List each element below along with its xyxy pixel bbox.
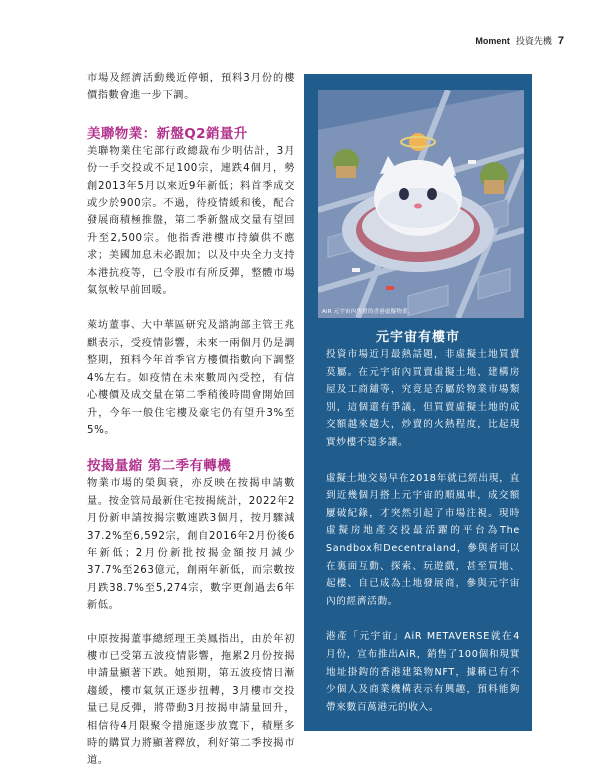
section-title-midland: 美聯物業：新盤Q2銷量升 [87, 125, 248, 142]
centaline-paragraph: 中原按揭董事總經理王美鳳指出，由於年初樓市已受第五波疫情影響，拖累2月份按揭申請量顯著下跌。她預期，第五波疫情日漸趨緩，樓市氣氛正逐步扭轉，3月樓市交投量已見反彈，將帶動3月按揭申請量回升，相信待4月限聚令措施逐步放寬下，積壓多時的購買力將顯著釋放，利好第二季按揭市道。 [87, 633, 295, 767]
sidebar-box [304, 74, 532, 731]
sidebar-paragraph-1: 投資市場近月最熱話題，非虛擬土地買賣莫屬。在元宇宙內買賣虛擬土地、建構房屋及工商舖等，究竟是否屬於物業市場類別，這個還有爭議，但買賣虛擬土地的成交額越來越大，炒賣的火熱程度，比起現實炒樓不遑多讓。 [326, 349, 520, 448]
sidebar-body [326, 346, 520, 716]
main-column [87, 70, 295, 770]
city-illustration [318, 90, 524, 318]
image-caption: AiR 元宇宙內售賣的香港虛擬物業。 [322, 309, 414, 315]
section-title-mortgage: 按揭量縮 第二季有轉機 [87, 458, 232, 475]
sidebar-title: 元宇宙有樓市 [375, 330, 460, 345]
metaverse-city-image [318, 90, 524, 318]
sidebar-paragraph-2: 虛擬土地交易早在2018年就已經出現，直到近幾個月搭上元宇宙的順風車，成交額屢破紀錄，才突然引起了市場注視。現時虛擬房地產交投最活躍的平台為The Sandbox和Decentraland，參與者可以在裏面互動、探索、玩遊戲，甚至買地、起樓、自已成為土地發展商，參與元宇宙內的經濟活動。 [326, 472, 520, 607]
knight-frank-paragraph: 萊坊董事、大中華區研究及諮詢部主管王兆麒表示，受疫情影響，未來一兩個月仍是調整期，預料今年首季官方樓價指數向下調整4%左右。如疫情在未來數周內受控，有信心樓價及成交量在第二季稍後時間會開始回升，今年一般住宅樓及豪宅仍有望升3%至5%。 [87, 320, 295, 436]
section-name: 投資先機 [515, 37, 552, 47]
mortgage-paragraph: 物業市場的榮與衰，亦反映在按揭申請數量。按金管局最新住宅按揭統計，2022年2月份新申請按揭宗數連跌3個月，按月驟減37.2%至6,592宗，創自2016年2月份後6年新低；2月份新批按揭金額按月減少37.7%至263億元，創兩年新低，而宗數按月跌38.7%至5,274宗，數字更創過去6年新低。 [87, 478, 296, 612]
sidebar-paragraph-3: 港產「元宇宙」AiR METAVERSE就在4月份，宣布推出AiR，銷售了100個和現實地址掛鈎的香港建築物NFT，據稱已有不少個人及商業機構表示有興趣，預料能夠帶來數百萬港元的收入。 [326, 631, 520, 713]
page-number: 7 [557, 35, 564, 47]
midland-paragraph: 美聯物業住宅部行政總裁布少明估計，3月份一手交投或不足100宗，連跌4個月，勢創2013年5月以來近9年新低；料首季成交或少於900宗。不過，待疫情緩和後，配合發展商積極推盤，第二季新盤成交量有望回升至2,500宗。他指香港樓市持續供不應求；美國加息未必跟加；以及中央全力支持本港抗疫等，已令股市有所反彈，整體市場氣氛較早前回暖。 [87, 145, 295, 297]
magazine-brand: Moment [475, 36, 510, 46]
page-header [475, 34, 564, 47]
intro-paragraph: 市場及經濟活動幾近停頓，預料3月份的樓價指數會進一步下調。 [87, 73, 295, 102]
